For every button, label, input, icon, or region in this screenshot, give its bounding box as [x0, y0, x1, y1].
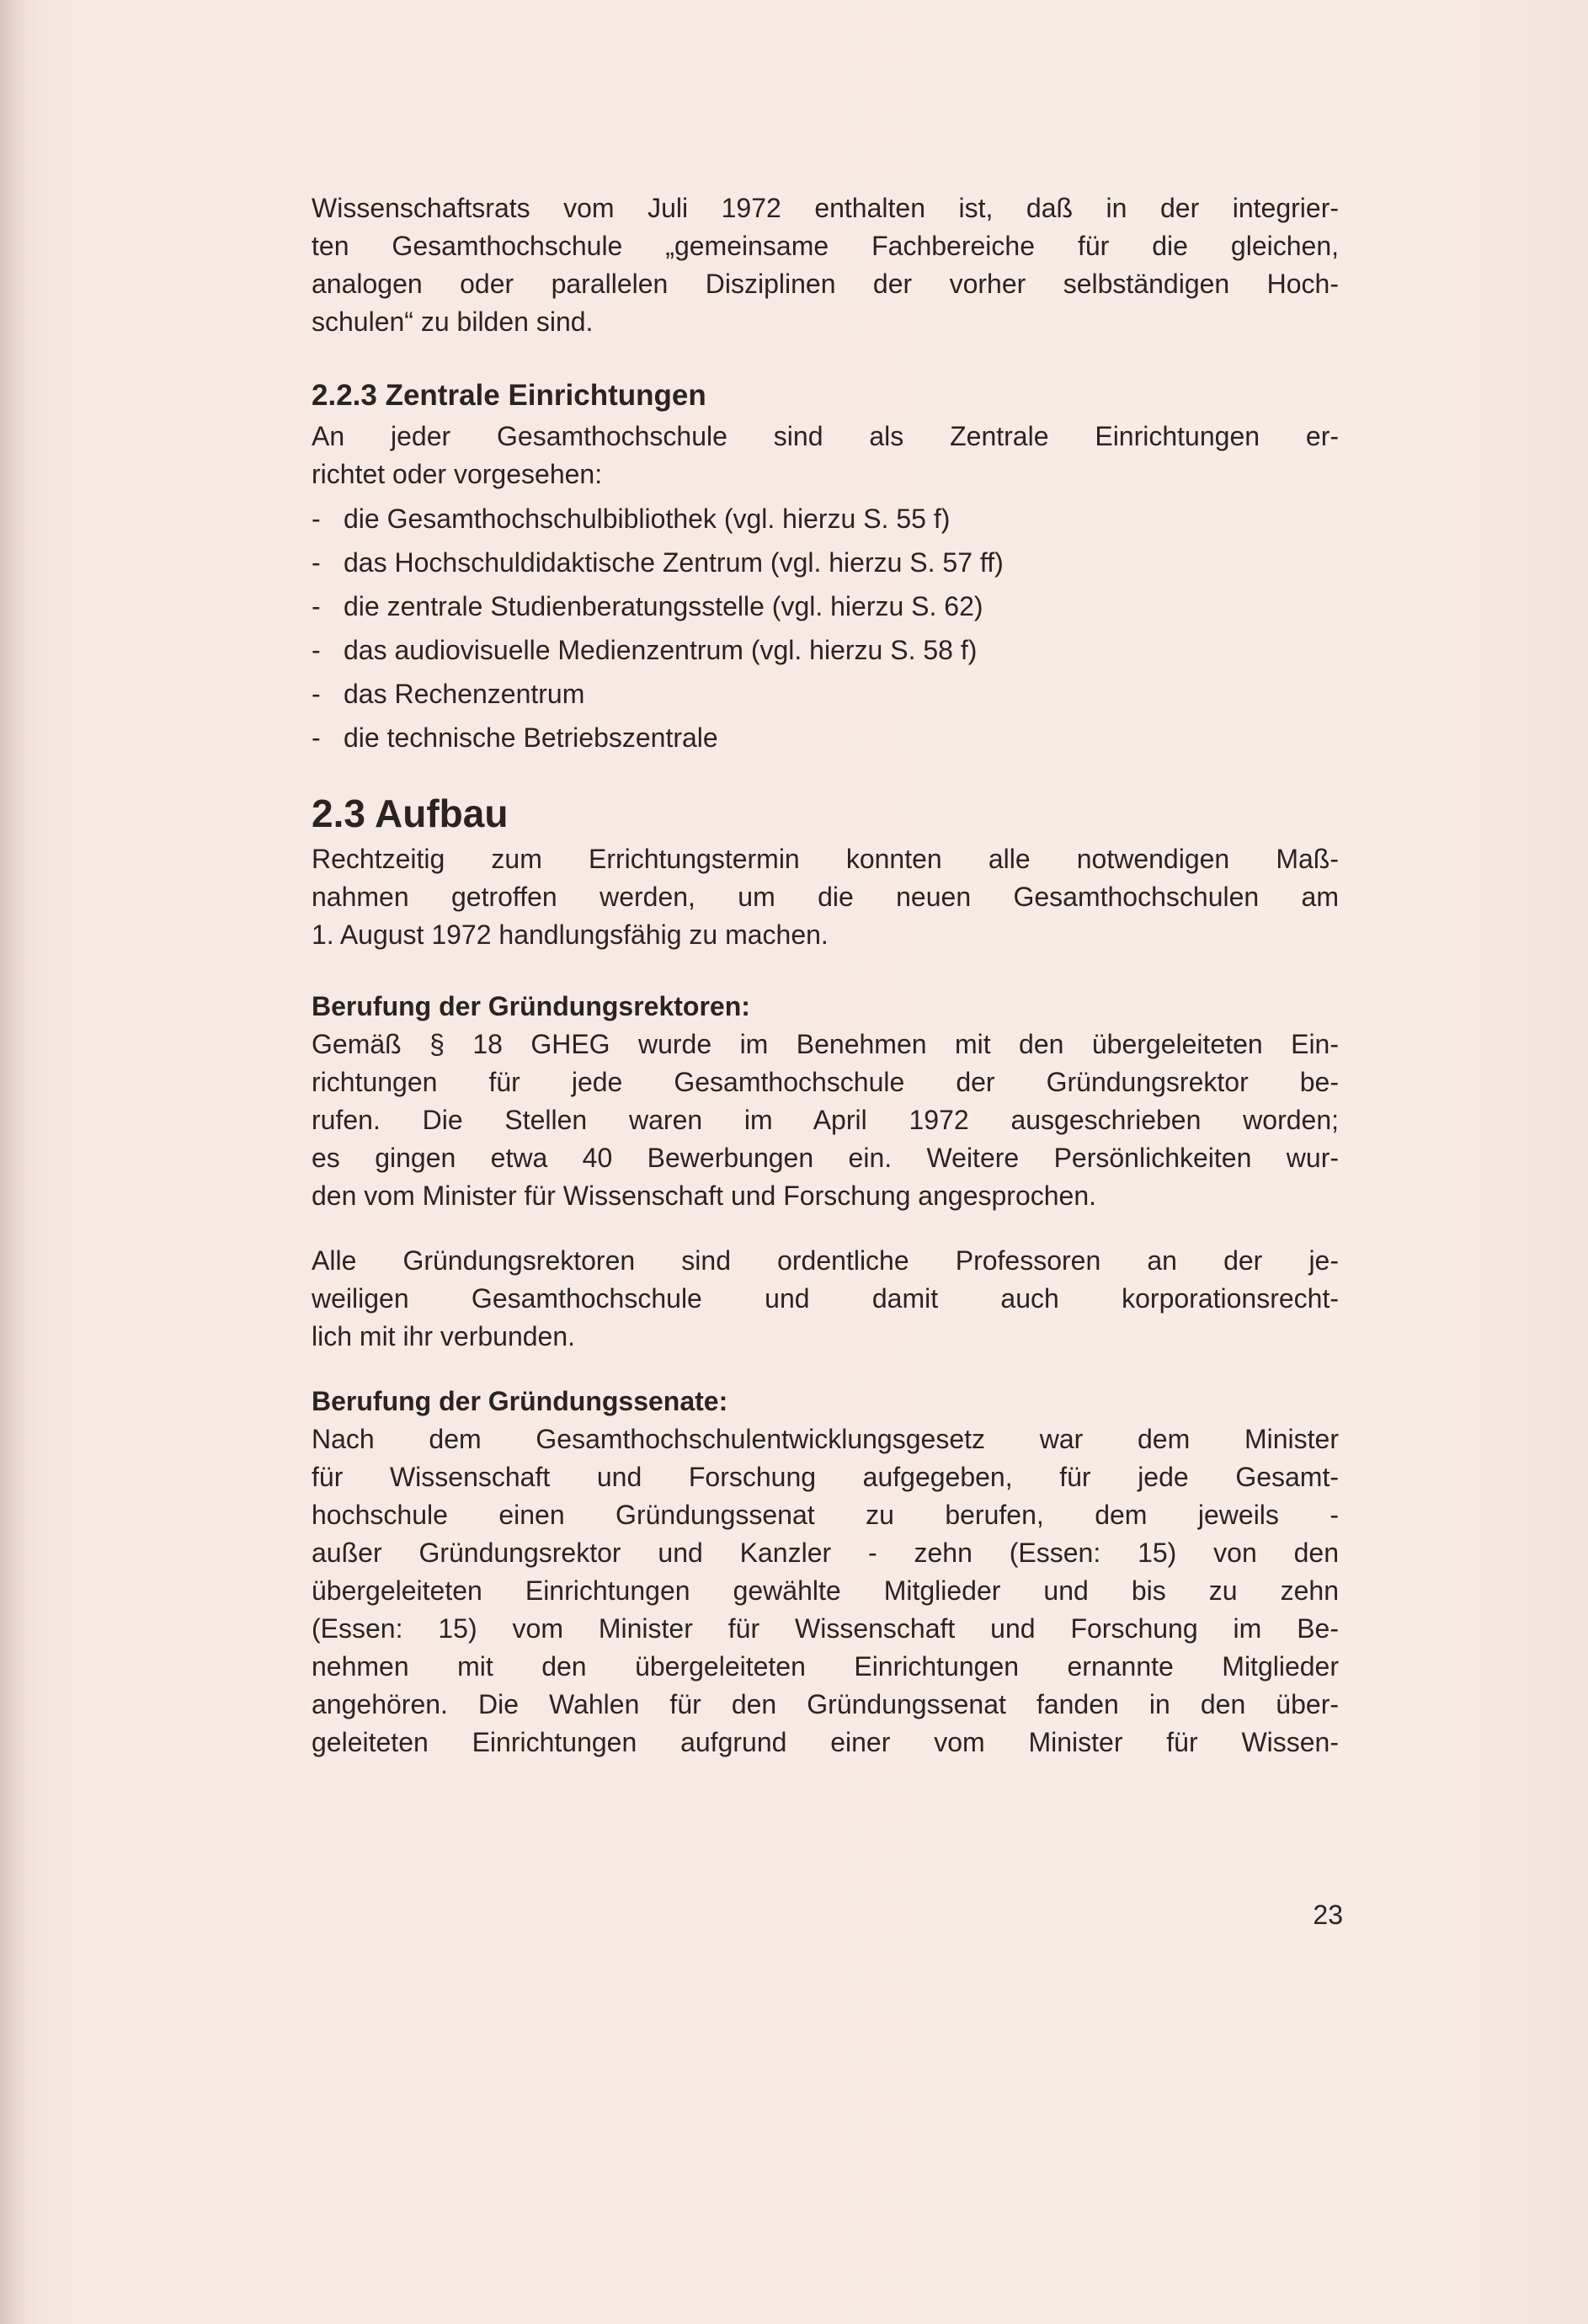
- subheading-senate: Berufung der Gründungssenate:: [312, 1386, 728, 1416]
- bullet-dash: -: [312, 679, 321, 709]
- text-line: 1. August 1972 handlungsfähig zu machen.: [312, 919, 829, 950]
- text-line: lich mit ihr verbunden.: [312, 1321, 576, 1351]
- book-spine-shadow: [0, 0, 29, 2324]
- text-line: angehören. Die Wahlen für den Gründungssenat fanden in den über-: [312, 1689, 1339, 1719]
- text-line: (Essen: 15) vom Minister für Wissenschaft und Forschung im Be-: [312, 1613, 1339, 1644]
- list-item-text: das audiovisuelle Medienzentrum (vgl. hierzu S. 58 f): [344, 635, 978, 665]
- list-item-text: die Gesamthochschulbibliothek (vgl. hierzu S. 55 f): [344, 504, 951, 534]
- text-line: richtet oder vorgesehen:: [312, 459, 603, 489]
- list-item-text: die zentrale Studienberatungsstelle (vgl. hierzu S. 62): [344, 591, 983, 621]
- text-line: hochschule einen Gründungssenat zu berufen, dem jeweils -: [312, 1500, 1339, 1530]
- list-item: [312, 672, 1339, 716]
- bullet-dash: -: [312, 722, 321, 753]
- rektoren-paragraph-1: [312, 1026, 1339, 1215]
- list-item: [312, 628, 1339, 672]
- subheading-rektoren: Berufung der Gründungsrektoren:: [312, 991, 750, 1021]
- section-heading-2-2-3: 2.2.3 Zentrale Einrichtungen: [312, 379, 706, 412]
- intro-paragraph: [312, 189, 1339, 341]
- text-line: rufen. Die Stellen waren im April 1972 ausgeschrieben worden;: [312, 1105, 1339, 1135]
- text-line: ten Gesamthochschule „gemeinsame Fachbereiche für die gleichen,: [312, 231, 1339, 261]
- central-facilities-list: [312, 497, 1339, 760]
- text-line: für Wissenschaft und Forschung aufgegeben, für jede Gesamt-: [312, 1462, 1339, 1492]
- text-line: schulen“ zu bilden sind.: [312, 306, 594, 337]
- text-line: nahmen getroffen werden, um die neuen Gesamthochschulen am: [312, 882, 1339, 912]
- section-2-2-3-intro: [312, 418, 1339, 493]
- text-line: Alle Gründungsrektoren sind ordentliche Professoren an der je-: [312, 1245, 1339, 1276]
- bullet-dash: -: [312, 591, 321, 621]
- list-item-text: die technische Betriebszentrale: [344, 722, 718, 753]
- bullet-dash: -: [312, 547, 321, 578]
- list-item: [312, 584, 1339, 628]
- list-item-text: das Rechenzentrum: [344, 679, 585, 709]
- text-line: übergeleiteten Einrichtungen gewählte Mitglieder und bis zu zehn: [312, 1575, 1339, 1606]
- page-number: 23: [1313, 1900, 1343, 1930]
- text-line: weiligen Gesamthochschule und damit auch korporationsrecht-: [312, 1283, 1339, 1314]
- senate-paragraph: [312, 1421, 1339, 1762]
- section-2-3-paragraph: [312, 840, 1339, 954]
- text-line: richtungen für jede Gesamthochschule der Gründungsrektor be-: [312, 1067, 1339, 1097]
- list-item: [312, 716, 1339, 760]
- text-line: analogen oder parallelen Disziplinen der vorher selbständigen Hoch-: [312, 269, 1339, 299]
- bullet-dash: -: [312, 504, 321, 534]
- rektoren-paragraph-2: [312, 1242, 1339, 1356]
- text-line: Nach dem Gesamthochschulentwicklungsgesetz war dem Minister: [312, 1424, 1339, 1454]
- section-heading-2-3: 2.3 Aufbau: [312, 792, 509, 835]
- list-item: [312, 541, 1339, 584]
- text-line: den vom Minister für Wissenschaft und Forschung angesprochen.: [312, 1181, 1097, 1211]
- text-line: geleiteten Einrichtungen aufgrund einer vom Minister für Wissen-: [312, 1727, 1339, 1757]
- text-line: Gemäß § 18 GHEG wurde im Benehmen mit den übergeleiteten Ein-: [312, 1029, 1339, 1059]
- text-line: es gingen etwa 40 Bewerbungen ein. Weitere Persönlichkeiten wur-: [312, 1143, 1339, 1173]
- text-line: außer Gründungsrektor und Kanzler - zehn (Essen: 15) von den: [312, 1538, 1339, 1568]
- text-line: An jeder Gesamthochschule sind als Zentrale Einrichtungen er-: [312, 421, 1339, 451]
- page-content: [312, 189, 1339, 1762]
- list-item: [312, 497, 1339, 541]
- text-line: nehmen mit den übergeleiteten Einrichtungen ernannte Mitglieder: [312, 1651, 1339, 1682]
- text-line: Wissenschaftsrats vom Juli 1972 enthalten ist, daß in der integrier-: [312, 193, 1339, 223]
- list-item-text: das Hochschuldidaktische Zentrum (vgl. hierzu S. 57 ff): [344, 547, 1004, 578]
- bullet-dash: -: [312, 635, 321, 665]
- text-line: Rechtzeitig zum Errichtungstermin konnten alle notwendigen Maß-: [312, 844, 1339, 874]
